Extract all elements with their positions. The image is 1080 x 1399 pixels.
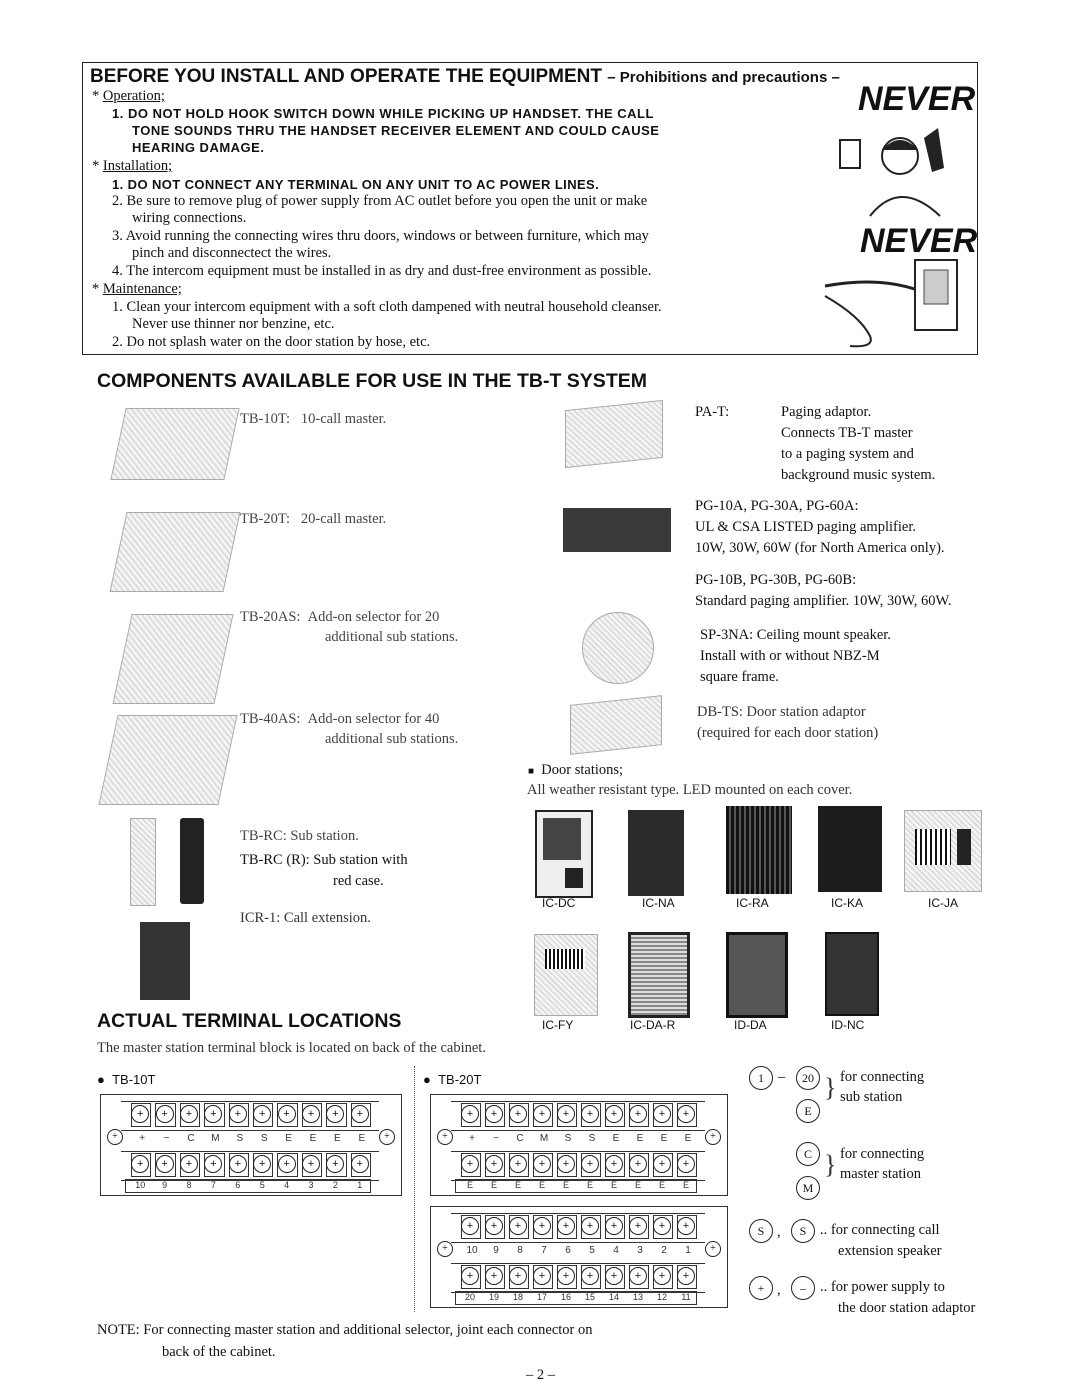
terminal-screw: +: [629, 1217, 647, 1235]
terminal-screw: +: [302, 1105, 320, 1123]
terminal-number-label: E: [658, 1180, 665, 1190]
man-phone-illustration: [820, 118, 970, 218]
page-number: – 2 –: [526, 1367, 555, 1383]
terminal-top-label: S: [588, 1133, 596, 1144]
operation-heading: * Operation;: [92, 88, 165, 104]
terminal-number-label: 16: [560, 1292, 571, 1302]
terminal-screw: +: [131, 1155, 149, 1173]
ic-fy-image: [534, 934, 598, 1016]
terminal-number-label: E: [538, 1180, 545, 1190]
terminal-number-label: 3: [308, 1180, 314, 1190]
legend-circle-e: E: [796, 1099, 820, 1123]
terminal-top-label: 7: [541, 1245, 547, 1256]
terminal-top-label: C: [516, 1133, 524, 1144]
terminal-top-label: −: [163, 1133, 170, 1144]
terminal-screw: +: [509, 1105, 527, 1123]
pa-t-model: PA-T:: [695, 404, 730, 420]
terminal-number-label: 20: [464, 1292, 475, 1302]
terminal-number-label: 4: [284, 1180, 290, 1190]
terminal-screw: +: [581, 1267, 599, 1285]
tb-20as-image: [112, 614, 233, 704]
inst3-line2: pinch and disconnectect the wires.: [132, 245, 332, 261]
legend-circle-plus: +: [749, 1276, 773, 1300]
terminal-divider: [414, 1066, 415, 1312]
terminal-number-label: 7: [210, 1180, 216, 1190]
door-label-ic-ka: IC-KA: [831, 896, 864, 910]
terminal-screw: +: [351, 1155, 369, 1173]
tb-20t-row: TB-20T: 20-call master.: [240, 511, 387, 527]
terminal-screw: +: [156, 1105, 174, 1123]
inst2-line1: 2. Be sure to remove plug of power supply from AC outlet before you open the unit or make: [112, 193, 648, 209]
pa-t-line2: Connects TB-T master: [781, 425, 913, 441]
inst2-line2: wiring connections.: [132, 210, 247, 226]
terminal-screw: +: [253, 1105, 271, 1123]
terminal-top-label: E: [334, 1133, 341, 1144]
db-ts-line1: DB-TS: Door station adaptor: [697, 704, 866, 720]
terminal-number-label: E: [490, 1180, 497, 1190]
terminal-screw: +: [351, 1105, 369, 1123]
legend-sub-line2: sub station: [840, 1089, 903, 1105]
pgb-line1: PG-10B, PG-30B, PG-60B:: [695, 572, 857, 588]
terminal-number-label: E: [682, 1180, 689, 1190]
terminal-screw: +: [653, 1217, 671, 1235]
terminal-screw: +: [557, 1155, 575, 1173]
sp-line1: SP-3NA: Ceiling mount speaker.: [700, 627, 891, 643]
legend-brace-2: }: [824, 1150, 837, 1179]
note-line1: NOTE: For connecting master station and additional selector, joint each connector on: [97, 1322, 593, 1338]
terminal-screw: +: [204, 1155, 222, 1173]
terminal-top-label: 6: [565, 1245, 571, 1256]
terminal-number-label: 9: [162, 1180, 168, 1190]
terminal-screw: +: [653, 1155, 671, 1173]
terminal-screw: +: [180, 1155, 198, 1173]
terminal-top-label: S: [564, 1133, 572, 1144]
terminal-number-label: 13: [632, 1292, 643, 1302]
terminal-top-label: −: [493, 1133, 499, 1144]
terminal-number-label: 8: [186, 1180, 192, 1190]
ic-ra-image: [726, 806, 792, 894]
tb-20as-row: TB-20AS: Add-on selector for 20: [240, 609, 440, 625]
terminal-number-label: 11: [681, 1292, 691, 1302]
terminal-screw: +: [485, 1105, 503, 1123]
terminal-screw: +: [180, 1105, 198, 1123]
door-label-id-da: ID-DA: [734, 1018, 767, 1032]
op1-line1: 1. DO NOT HOLD HOOK SWITCH DOWN WHILE PICKING UP HANDSET. THE CALL: [112, 106, 654, 121]
terminal-screw: +: [509, 1267, 527, 1285]
legend-comma-1: ,: [777, 1224, 781, 1240]
ic-ja-image: [904, 810, 982, 892]
terminal-screw: +: [677, 1217, 695, 1235]
pa-t-line3: to a paging system and: [781, 446, 914, 462]
mount-screw-left: +: [107, 1129, 123, 1145]
terminal-number-label: 17: [536, 1292, 547, 1302]
tb-10t-row: TB-10T: 10-call master.: [240, 411, 387, 427]
terminal-screw: +: [653, 1267, 671, 1285]
installation-heading: * Installation;: [92, 158, 173, 174]
terminal-screw: +: [629, 1267, 647, 1285]
door-label-ic-na: IC-NA: [642, 896, 675, 910]
terminal-screw: +: [629, 1155, 647, 1173]
terminal-top-label: 9: [493, 1245, 499, 1256]
legend-circle-20: 20: [796, 1066, 820, 1090]
terminal-screw: +: [533, 1267, 551, 1285]
terminal-top-label: E: [636, 1133, 644, 1144]
terminal-screw: +: [485, 1217, 503, 1235]
terminal-top-label: E: [684, 1133, 692, 1144]
op1-line3: HEARING DAMAGE.: [132, 140, 265, 155]
components-heading: COMPONENTS AVAILABLE FOR USE IN THE TB-T SYSTEM: [97, 370, 647, 392]
pgb-line2: Standard paging amplifier. 10W, 30W, 60W.: [695, 593, 952, 609]
pga-line3: 10W, 30W, 60W (for North America only).: [695, 540, 945, 556]
icr-1-image: [140, 922, 190, 1000]
tb-rcr-row2: red case.: [333, 873, 384, 889]
pg-amplifier-image: [563, 508, 671, 552]
mount-screw-right: +: [379, 1129, 395, 1145]
door-stations-heading: ■ Door stations;: [528, 762, 624, 778]
pga-line1: PG-10A, PG-30A, PG-60A:: [695, 498, 859, 514]
door-label-ic-ja: IC-JA: [928, 896, 958, 910]
terminal-screw: +: [557, 1105, 575, 1123]
terminal-top-label: E: [285, 1133, 292, 1144]
tb-rc-red-image: [180, 818, 204, 904]
legend-circle-c: C: [796, 1142, 820, 1166]
pga-line2: UL & CSA LISTED paging amplifier.: [695, 519, 916, 535]
tb-10t-label: ● TB-10T: [97, 1072, 156, 1087]
terminal-top-label: 2: [661, 1245, 667, 1256]
terminal-screw: +: [485, 1155, 503, 1173]
terminal-screw: +: [326, 1155, 344, 1173]
terminal-screw: +: [509, 1155, 527, 1173]
maintenance-heading: * Maintenance;: [92, 281, 182, 297]
legend-circle-m: M: [796, 1176, 820, 1200]
door-label-ic-dc: IC-DC: [542, 896, 576, 910]
legend-master-line2: master station: [840, 1166, 921, 1182]
terminal-screw: +: [131, 1105, 149, 1123]
pa-t-line1: Paging adaptor.: [781, 404, 872, 420]
terminal-number-label: 2: [332, 1180, 338, 1190]
db-ts-line2: (required for each door station): [697, 725, 879, 741]
terminal-number-label: 18: [512, 1292, 523, 1302]
terminal-number-label: 6: [235, 1180, 241, 1190]
terminal-screw: +: [557, 1267, 575, 1285]
terminal-top-label: 3: [637, 1245, 643, 1256]
terminal-screw: +: [533, 1217, 551, 1235]
terminal-top-label: M: [211, 1133, 220, 1144]
terminal-number-label: 14: [608, 1292, 619, 1302]
tb-rcr-row1: TB-RC (R): Sub station with: [240, 852, 408, 868]
terminal-number-label: E: [466, 1180, 473, 1190]
terminal-screw: +: [581, 1155, 599, 1173]
tb-10t-block: [100, 1094, 402, 1196]
inst3-line1: 3. Avoid running the connecting wires thru doors, windows or between furniture, which may: [112, 228, 649, 244]
terminal-screw: +: [605, 1217, 623, 1235]
terminal-number-label: 5: [259, 1180, 265, 1190]
terminal-screw: +: [509, 1217, 527, 1235]
door-label-ic-ra: IC-RA: [736, 896, 769, 910]
sp-3na-image: [582, 612, 654, 684]
terminal-top-label: E: [358, 1133, 366, 1144]
terminal-screw: +: [677, 1155, 695, 1173]
terminals-desc: The master station terminal block is located on back of the cabinet.: [97, 1040, 486, 1056]
door-label-ic-da-r: IC-DA-R: [630, 1018, 676, 1032]
tb-20t-block-top: [430, 1094, 728, 1196]
terminal-top-label: E: [660, 1133, 668, 1144]
legend-circle-1: 1: [749, 1066, 773, 1090]
legend-dash: –: [778, 1069, 786, 1085]
terminal-screw: +: [605, 1155, 623, 1173]
terminal-screw: +: [326, 1105, 344, 1123]
terminal-screw: +: [204, 1105, 222, 1123]
tb-40as-desc2: additional sub stations.: [325, 731, 459, 747]
legend-call-line1: .. for connecting call: [820, 1222, 940, 1238]
terminal-screw: +: [253, 1155, 271, 1173]
terminal-number-label: E: [610, 1180, 617, 1190]
terminal-screw: +: [278, 1155, 296, 1173]
terminal-number-label: 1: [357, 1180, 363, 1190]
terminal-screw: +: [485, 1267, 503, 1285]
mount-screw-right: +: [705, 1241, 721, 1257]
terminal-screw: +: [677, 1105, 695, 1123]
door-label-id-nc: ID-NC: [831, 1018, 865, 1032]
terminal-top-label: E: [612, 1133, 620, 1144]
terminal-top-label: S: [236, 1133, 244, 1144]
sp-line2: Install with or without NBZ-M: [700, 648, 880, 664]
terminal-screw: +: [629, 1105, 647, 1123]
warning-title: BEFORE YOU INSTALL AND OPERATE THE EQUIPMENT – Prohibitions and precautions –: [90, 66, 840, 87]
note-line2: back of the cabinet.: [162, 1344, 276, 1360]
ic-da-r-image: [628, 932, 690, 1018]
terminal-screw: +: [229, 1105, 247, 1123]
terminal-screw: +: [677, 1267, 695, 1285]
tb-20as-desc2: additional sub stations.: [325, 629, 459, 645]
ic-na-image: [628, 810, 684, 896]
terminal-top-label: 10: [466, 1245, 478, 1256]
terminal-screw: +: [581, 1217, 599, 1235]
terminal-screw: +: [229, 1155, 247, 1173]
db-ts-image: [570, 695, 662, 755]
legend-circle-s1: S: [749, 1219, 773, 1243]
op1-line2: TONE SOUNDS THRU THE HANDSET RECEIVER ELEMENT AND COULD CAUSE: [132, 123, 660, 138]
legend-power-line1: .. for power supply to: [820, 1279, 945, 1295]
terminal-screw: +: [156, 1155, 174, 1173]
terminal-number-label: E: [586, 1180, 593, 1190]
legend-comma-2: ,: [777, 1282, 781, 1298]
terminal-screw: +: [461, 1105, 479, 1123]
tb-rc-white-image: [130, 818, 156, 906]
legend-sub-line1: for connecting: [840, 1069, 925, 1085]
terminal-screw: +: [302, 1155, 320, 1173]
terminal-top-label: 4: [613, 1245, 619, 1256]
never-label-2: NEVER: [860, 222, 978, 260]
icr-1-row: ICR-1: Call extension.: [240, 910, 371, 926]
tb-20t-label: ● TB-20T: [423, 1072, 482, 1087]
pa-t-line4: background music system.: [781, 467, 936, 483]
terminals-heading: ACTUAL TERMINAL LOCATIONS: [97, 1010, 402, 1032]
terminal-number-label: E: [634, 1180, 641, 1190]
tb-20t-image: [109, 512, 240, 592]
terminal-top-label: E: [309, 1133, 317, 1144]
terminal-top-label: +: [469, 1133, 475, 1144]
tb-40as-row: TB-40AS: Add-on selector for 40: [240, 711, 440, 727]
terminal-top-label: 5: [589, 1245, 595, 1256]
terminal-screw: +: [605, 1105, 623, 1123]
terminal-top-label: M: [539, 1133, 549, 1144]
tb-20t-block-bottom: [430, 1206, 728, 1308]
door-stations-desc: All weather resistant type. LED mounted on each cover.: [527, 782, 853, 798]
legend-call-line2: extension speaker: [838, 1243, 942, 1259]
legend-power-line2: the door station adaptor: [838, 1300, 976, 1316]
terminal-screw: +: [461, 1217, 479, 1235]
terminal-screw: +: [278, 1105, 296, 1123]
terminal-number-label: E: [562, 1180, 569, 1190]
m1-line2: Never use thinner nor benzine, etc.: [132, 316, 335, 332]
terminal-screw: +: [653, 1105, 671, 1123]
id-da-image: [726, 932, 788, 1018]
legend-brace-1: }: [824, 1073, 837, 1102]
terminal-screw: +: [581, 1105, 599, 1123]
terminal-top-label: 8: [517, 1245, 523, 1256]
terminal-top-label: C: [187, 1133, 195, 1144]
inst1: 1. DO NOT CONNECT ANY TERMINAL ON ANY UNIT TO AC POWER LINES.: [112, 177, 600, 192]
terminal-number-label: 15: [584, 1292, 595, 1302]
terminal-top-label: S: [260, 1133, 268, 1144]
terminal-screw: +: [557, 1217, 575, 1235]
tb-10t-image: [110, 408, 239, 480]
m2: 2. Do not splash water on the door station by hose, etc.: [112, 334, 431, 350]
inst4: 4. The intercom equipment must be installed in as dry and dust-free environment as possible.: [112, 263, 652, 279]
terminal-screw: +: [461, 1267, 479, 1285]
never-label-1: NEVER: [858, 80, 976, 118]
terminal-screw: +: [461, 1155, 479, 1173]
terminal-screw: +: [533, 1155, 551, 1173]
sp-line3: square frame.: [700, 669, 779, 685]
ic-ka-image: [818, 806, 882, 892]
mount-screw-left: +: [437, 1129, 453, 1145]
terminal-top-label: +: [139, 1133, 146, 1144]
legend-circle-minus: –: [791, 1276, 815, 1300]
terminal-number-label: E: [514, 1180, 521, 1190]
mount-screw-right: +: [705, 1129, 721, 1145]
mount-screw-left: +: [437, 1241, 453, 1257]
door-label-ic-fy: IC-FY: [542, 1018, 574, 1032]
hose-door-illustration: [820, 256, 968, 351]
m1-line1: 1. Clean your intercom equipment with a soft cloth dampened with neutral household cleanser.: [112, 299, 662, 315]
tb-rc-row: TB-RC: Sub station.: [240, 828, 359, 844]
terminal-screw: +: [533, 1105, 551, 1123]
terminal-number-label: 19: [488, 1292, 499, 1302]
legend-circle-s2: S: [791, 1219, 815, 1243]
terminal-number-label: 12: [656, 1292, 667, 1302]
terminal-number-label: 10: [135, 1180, 146, 1190]
ic-dc-image: [535, 810, 593, 898]
terminal-screw: +: [605, 1267, 623, 1285]
tb-40as-image: [98, 715, 237, 805]
pa-t-image: [565, 400, 663, 468]
legend-master-line1: for connecting: [840, 1146, 925, 1162]
id-nc-image: [825, 932, 879, 1016]
terminal-top-label: 1: [685, 1245, 691, 1256]
